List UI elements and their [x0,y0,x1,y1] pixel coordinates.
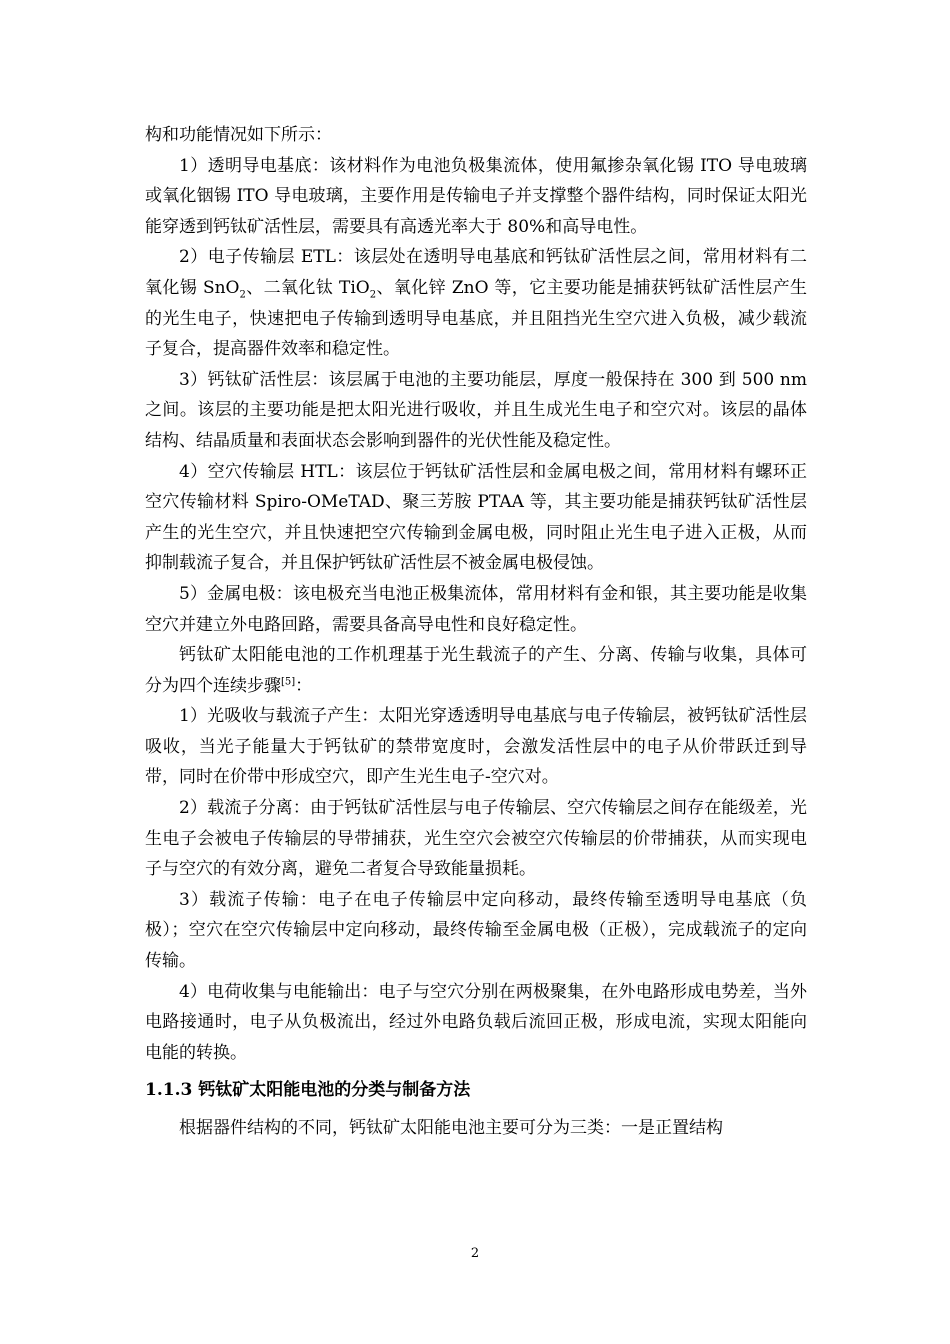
etl-text-pre: 2）电子传输层 ETL：该层处在透明导电基底和钙钛矿活性层之间，常用材料有二氧化锡 SnO [145,247,807,298]
paragraph-htl: 4）空穴传输层 HTL：该层位于钙钛矿活性层和金属电极之间，常用材料有螺环正空穴传输材料 Spiro-OMeTAD、聚三芳胺 PTAA 等，其主要功能是捕获钙钛矿活性层产生的光生空穴，并且快速把空穴传输到金属电极，同时阻止光生电子进入正极，从而抑制载流子复合，并且保护钙钛矿活性层不被金属电极侵蚀。 [145,461,807,574]
sno2-subscript: 2 [239,289,246,301]
mechanism-text-post: ： [295,675,313,696]
paragraph-light-absorption: 1）光吸收与载流子产生：太阳光穿透透明导电基底与电子传输层，被钙钛矿活性层吸收，当光子能量大于钙钛矿的禁带宽度时，会激发活性层中的电子从价带跃迁到导带，同时在价带中形成空穴，即产生光生电子-空穴对。 [145,706,807,788]
paragraph-carrier-transport: 3）载流子传输：电子在电子传输层中定向移动，最终传输至透明导电基底（负极）；空穴在空穴传输层中定向移动，最终传输至金属电极（正极），完成载流子的定向传输。 [145,889,807,972]
body-text [145,120,807,1144]
paragraph-transparent-substrate: 1）透明导电基底：该材料作为电池负极集流体，使用氟掺杂氧化锡 ITO 导电玻璃或氧化铟锡 ITO 导电玻璃，主要作用是传输电子并支撑整个器件结构，同时保证太阳光能穿透到钙钛矿活性层，需要具有高透光率大于 80%和高导电性。 [145,155,807,237]
paragraph-classification: 根据器件结构的不同，钙钛矿太阳能电池主要可分为三类：一是正置结构 [179,1118,723,1138]
paragraph-metal-electrode: 5）金属电极：该电极充当电池正极集流体，常用材料有金和银，其主要功能是收集空穴并建立外电路回路，需要具备高导电性和良好稳定性。 [145,583,807,635]
paragraph-intro-continuation: 构和功能情况如下所示： [145,125,332,145]
mechanism-text-pre: 钙钛矿太阳能电池的工作机理基于光生载流子的产生、分离、传输与收集，具体可分为四个连续步骤 [145,645,807,696]
tio2-subscript: 2 [369,289,377,301]
section-heading: 1.1.3 钙钛矿太阳能电池的分类与制备方法 [145,1080,471,1101]
paragraph-mechanism [145,640,807,701]
paragraph-perovskite-layer: 3）钙钛矿活性层：该层属于电池的主要功能层，厚度一般保持在 300 到 500 nm 之间。该层的主要功能是把太阳光进行吸收，并且生成光生电子和空穴对。该层的晶体结构、结晶质量和表面状态会影响到器件的光伏性能及稳定性。 [145,369,807,451]
etl-text-mid: 、二氧化钛 TiO [245,277,370,298]
page-number: 2 [470,1246,480,1261]
paragraph-charge-collection: 4）电荷收集与电能输出：电子与空穴分别在两极聚集，在外电路形成电势差，当外电路接通时，电子从负极流出，经过外电路负载后流回正极，形成电流，实现太阳能向电能的转换。 [145,981,807,1063]
paragraph-etl [145,242,807,364]
citation-reference: [5] [281,676,296,688]
paragraph-carrier-separation: 2）载流子分离：由于钙钛矿活性层与电子传输层、空穴传输层之间存在能级差，光生电子会被电子传输层的导带捕获，光生空穴会被空穴传输层的价带捕获，从而实现电子与空穴的有效分离，避免二者复合导致能量损耗。 [145,798,807,880]
etl-text-post: 、氧化锌 ZnO 等，它主要功能是捕获钙钛矿活性层产生的光生电子，快速把电子传输到透明导电基底，并且阻挡光生空穴进入负极，减少载流子复合，提高器件效率和稳定性。 [145,277,807,360]
